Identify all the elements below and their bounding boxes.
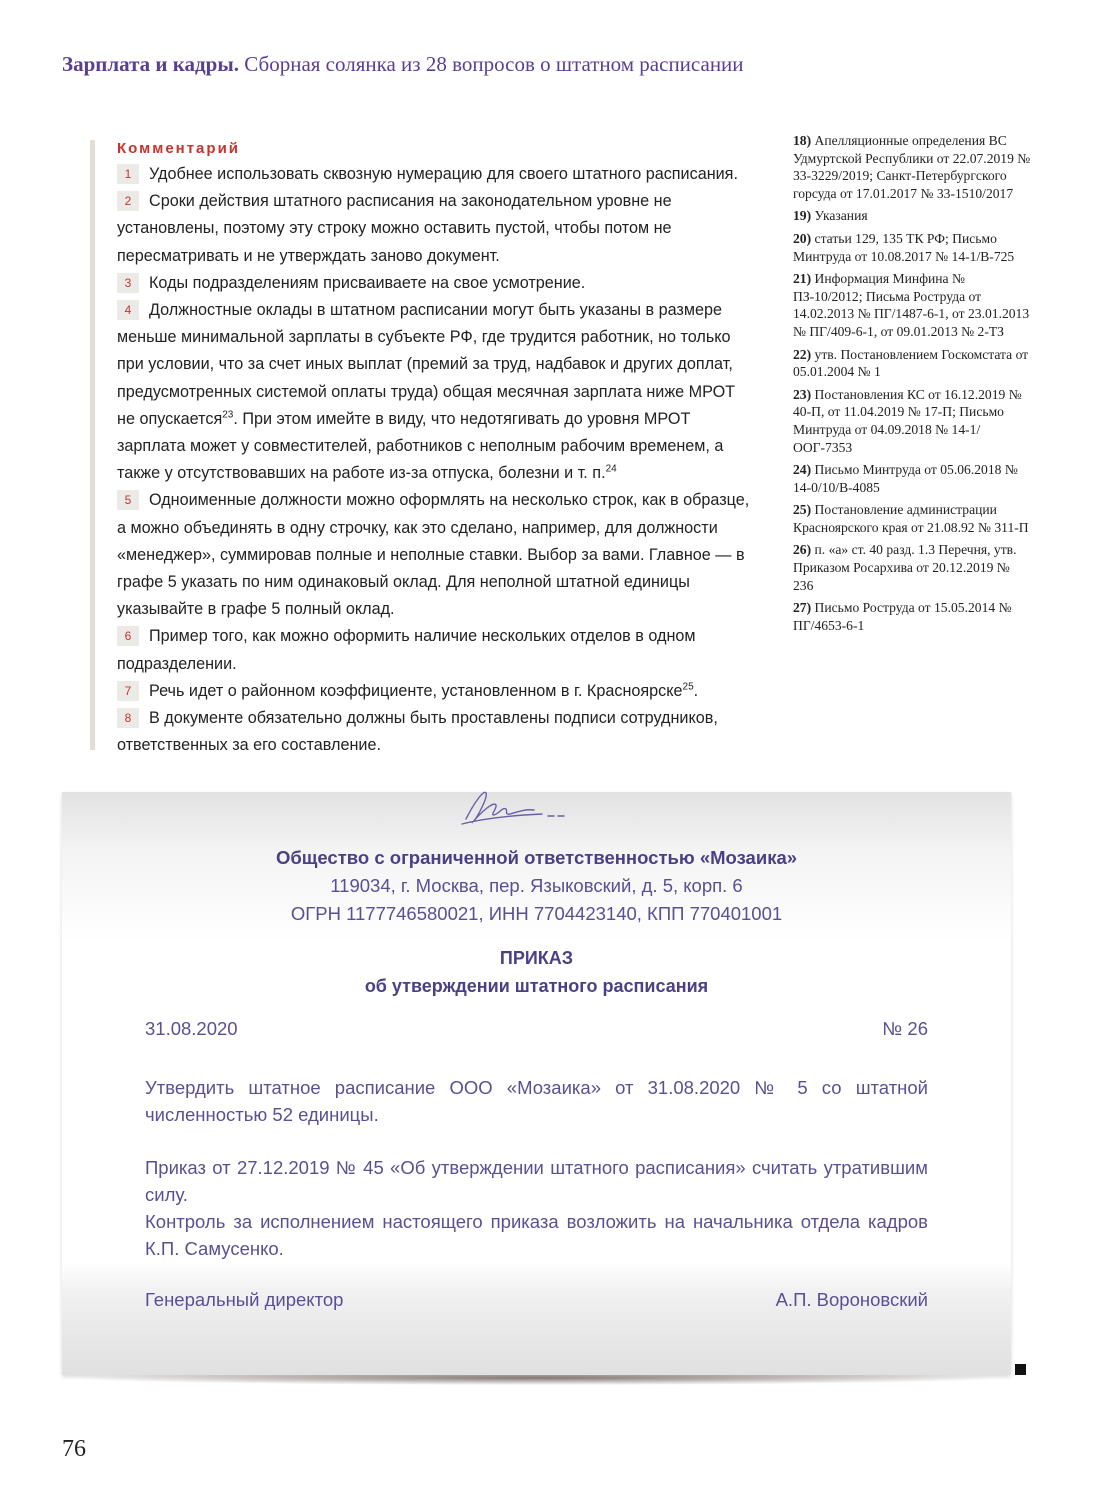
comment-item — [117, 487, 750, 623]
item-number: 4 — [117, 300, 139, 320]
comment-title: Комментарий — [117, 140, 241, 157]
order-subtitle: об утверждении штатного расписания — [364, 976, 709, 996]
order-title: ПРИКАЗ — [499, 948, 574, 968]
footnote-ref: 23 — [222, 409, 234, 421]
footnote-number: 18) — [793, 133, 812, 148]
footnote — [793, 501, 1033, 536]
item-text: Коды подразделениям присваиваете на свое усмотрение. — [149, 273, 586, 292]
order-title-block — [145, 944, 928, 1000]
footnote — [793, 207, 1033, 225]
item-text: Речь идет о районном коэффициенте, установленном в г. Красноярске — [149, 681, 683, 700]
signature-image — [460, 783, 575, 833]
comment-item — [117, 161, 750, 188]
comment-item — [117, 705, 750, 759]
org-name: Общество с ограниченной ответственностью «Мозаика» — [275, 847, 798, 868]
order-paragraph-1: Утвердить штатное расписание ООО «Мозаика» от 31.08.2020 № 5 со штатной численностью 52 единицы. — [145, 1077, 928, 1125]
item-number: 8 — [117, 708, 139, 728]
comment-item — [117, 188, 750, 270]
end-of-article-square — [1015, 1364, 1026, 1375]
footnote — [793, 230, 1033, 265]
signer-position: Генеральный директор — [145, 1289, 344, 1310]
order-date: 31.08.2020 — [145, 1018, 238, 1039]
signer-name: А.П. Вороновский — [775, 1289, 928, 1310]
footnote — [793, 132, 1033, 202]
item-number: 2 — [117, 191, 139, 211]
comment-item — [117, 297, 750, 487]
footnote — [793, 461, 1033, 496]
footnote-text: Постановления КС от 16.12.2019 № 40-П, от 11.04.2019 № 17-П; Письмо Минтруда от 04.09.2018 № 14-1/ООГ-7353 — [793, 386, 1022, 455]
order-number: № 26 — [882, 1018, 928, 1039]
footnote-text: п. «а» ст. 40 разд. 1.3 Перечня, утв. Приказом Росархива от 20.12.2019 № 236 — [793, 542, 1017, 593]
item-number: 3 — [117, 273, 139, 293]
org-address: 119034, г. Москва, пер. Языковский, д. 5, корп. 6 — [330, 875, 743, 896]
footnote-number: 23) — [793, 386, 812, 402]
item-text: Должностные оклады в штатном расписании могут быть указаны в размере меньше минимальной зарплаты в субъекте РФ, где трудится работник, но только при условии, что за счет иных выплат (премий за труд, надбавок и других доплат, предусмотренных системой оплаты труда) общая месячная зарплата ниже МРОТ не опускается — [117, 301, 736, 428]
header-section: Зарплата и кадры. — [62, 52, 240, 76]
footnote-ref: 25 — [682, 681, 694, 693]
order-paragraph-3: Контроль за исполнением настоящего приказа возложить на начальника отдела кадров К.П. Самусенко. — [145, 1211, 928, 1259]
item-text: В документе обязательно должны быть проставлены подписи сотрудников, ответственных за его составление. — [117, 709, 718, 755]
comment-block — [90, 140, 750, 755]
footnote-text: Указания — [814, 208, 868, 224]
header-title: Сборная солянка из 28 вопросов о штатном расписании — [244, 52, 744, 76]
footnote — [793, 270, 1033, 340]
item-number: 1 — [117, 164, 139, 184]
footnote-text: Апелляционные определения ВС Удмуртской Республики от 22.07.2019 № 33-3229/2019; Санкт-Петербургского горсуда от 17.01.2017 № 33-1510/2017 — [793, 133, 1031, 201]
item-text: Сроки действия штатного расписания на законодательном уровне не установлены, поэтому эту строку можно оставить пустой, чтобы потом не пересматривать и не утверждать заново документ. — [117, 192, 672, 265]
footnote-number: 19) — [793, 208, 812, 224]
running-header — [62, 52, 1052, 77]
item-text: Пример того, как можно оформить наличие нескольких отделов в одном подразделении. — [117, 627, 696, 673]
document-content — [145, 792, 928, 1375]
footnote-number: 26) — [793, 542, 812, 558]
footnote — [793, 541, 1033, 594]
item-number: 7 — [117, 681, 139, 701]
item-text: Одноименные должности можно оформлять на несколько строк, как в образце, а можно объединять в одну строчку, как это сделано, например, для должности «менеджер», суммировав полные и неполные ставки. Выбор за вами. Главное — в графе 5 указать по ним одинаковый оклад. Для неполной штатной единицы указывайте в графе 5 полный оклад. — [117, 491, 750, 619]
footnote-number: 24) — [793, 462, 812, 478]
footnote-ref: 24 — [605, 463, 617, 475]
page-number: 76 — [62, 1436, 86, 1462]
item-number: 6 — [117, 626, 139, 646]
comment-item — [117, 270, 750, 297]
footnote-text: утв. Постановлением Госкомстата от 05.01.2004 № 1 — [793, 346, 1029, 380]
comment-item — [117, 678, 750, 705]
footnote-number: 20) — [793, 230, 812, 246]
footnote-text: статьи 129, 135 ТК РФ; Письмо Минтруда от 10.08.2017 № 14-1/В-725 — [793, 230, 1015, 264]
order-document — [62, 792, 1011, 1375]
org-ids: ОГРН 1177746580021, ИНН 7704423140, КПП 770401001 — [290, 903, 783, 924]
footnote-number: 25) — [793, 502, 812, 518]
footnote-text: Письмо Роструда от 15.05.2014 № ПГ/4653-6-1 — [793, 600, 1012, 633]
footnote — [793, 599, 1033, 634]
footnote-number: 22) — [793, 346, 812, 362]
footnotes-column — [793, 132, 1033, 639]
date-row — [145, 1018, 928, 1040]
org-header — [145, 844, 928, 928]
comment-item — [117, 623, 750, 677]
item-text: Удобнее использовать сквозную нумерацию для своего штатного расписания. — [149, 165, 738, 183]
item-text-end: . — [693, 681, 699, 700]
footnote — [793, 346, 1033, 381]
item-text-cont: . При этом имейте в виду, что недотягивать до уровня МРОТ зарплата может у совместителей, работников с неполным рабочим временем, а также у отсутствовавших на работе из-за отпуска, болезни и т. п. — [117, 409, 724, 483]
signature-row — [145, 1289, 928, 1311]
item-number: 5 — [117, 490, 139, 510]
footnote-number: 27) — [793, 600, 812, 616]
order-paragraph-2: Приказ от 27.12.2019 № 45 «Об утверждении штатного расписания» считать утратившим силу. — [145, 1157, 928, 1205]
footnote-number: 21) — [793, 271, 812, 287]
footnote — [793, 386, 1033, 456]
footnote-text: Информация Минфина № ПЗ-10/2012; Письма Роструда от 14.02.2013 № ПГ/1487-6-1, от 23.01.2013 № ПГ/409-6-1, от 09.01.2013 № 2-ТЗ — [793, 271, 1030, 339]
footnote-text: Постановление администрации Красноярского края от 21.08.92 № 311-П — [793, 502, 1029, 535]
footnote-text: Письмо Минтруда от 05.06.2018 № 14-0/10/В-4085 — [793, 462, 1018, 495]
